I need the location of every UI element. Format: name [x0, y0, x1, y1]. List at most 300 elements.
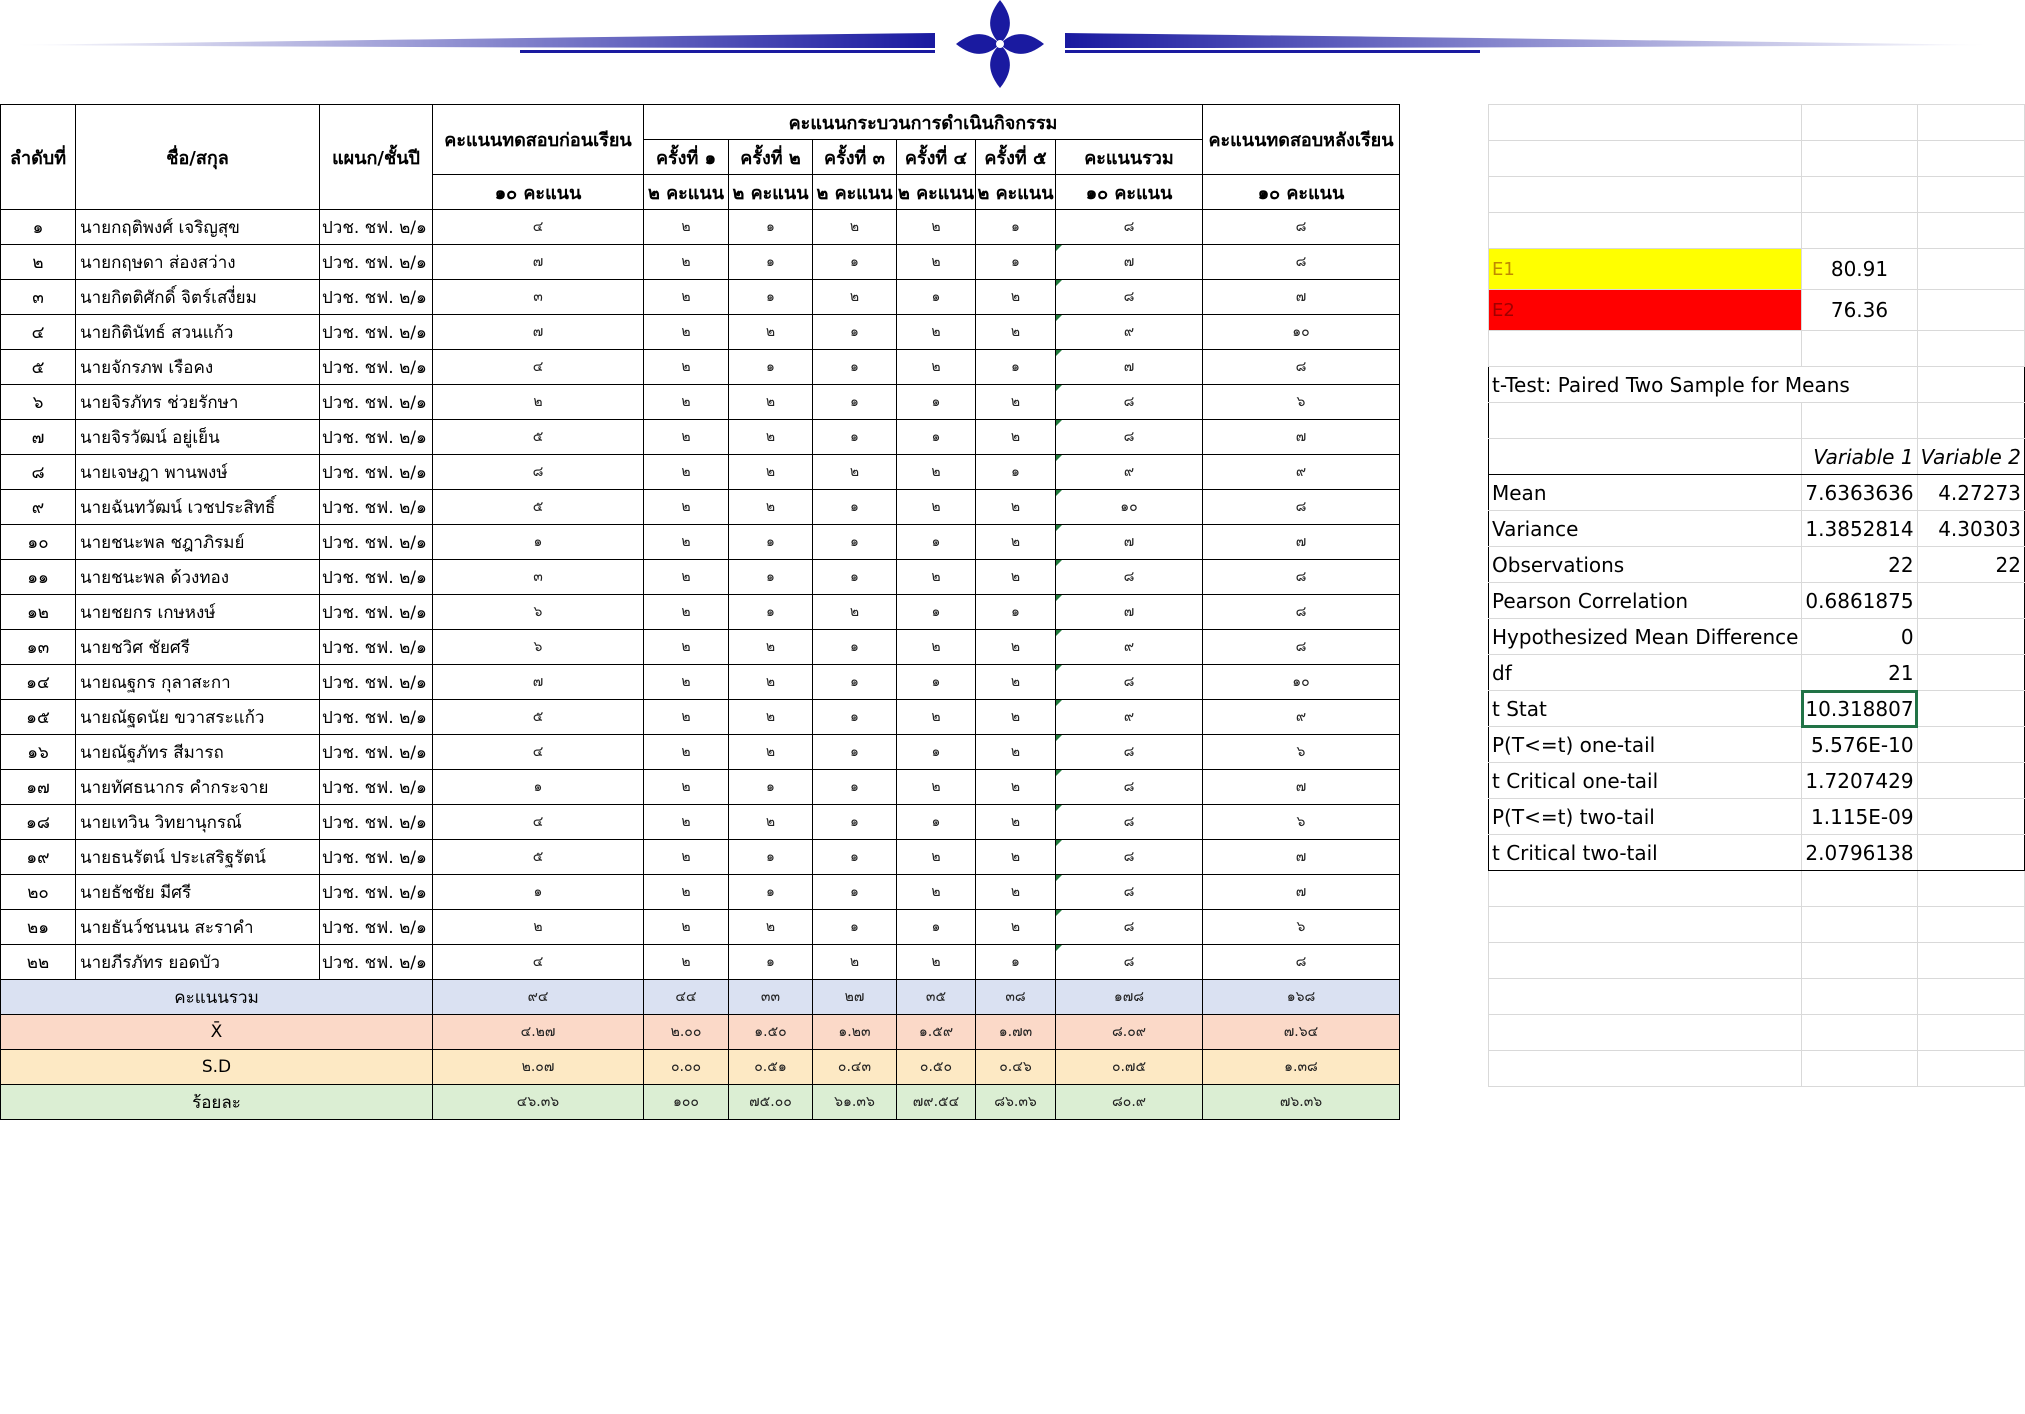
- summary-value[interactable]: ๐.๔๓: [813, 1050, 897, 1085]
- posttest-score[interactable]: ๑๐: [1203, 665, 1400, 700]
- grid-cell[interactable]: [1917, 1015, 2024, 1051]
- round1-score[interactable]: ๒: [644, 910, 729, 945]
- round4-score[interactable]: ๒: [897, 210, 976, 245]
- header-points[interactable]: ๒ คะแนน: [644, 175, 729, 210]
- posttest-score[interactable]: ๗: [1203, 525, 1400, 560]
- student-name[interactable]: นายฉันทวัฒน์ เวชประสิทธิ์: [76, 490, 320, 525]
- round5-score[interactable]: ๒: [976, 770, 1056, 805]
- round5-score[interactable]: ๑: [976, 595, 1056, 630]
- round2-score[interactable]: ๒: [729, 455, 813, 490]
- header-no[interactable]: ลำดับที่: [1, 105, 76, 210]
- ttest-variable2-value[interactable]: [1917, 691, 2024, 727]
- grid-cell[interactable]: [1489, 141, 1802, 177]
- round1-score[interactable]: ๒: [644, 945, 729, 980]
- process-total[interactable]: ๗: [1056, 245, 1203, 280]
- round1-score[interactable]: ๒: [644, 350, 729, 385]
- process-total[interactable]: ๗: [1056, 595, 1203, 630]
- process-total[interactable]: ๘: [1056, 840, 1203, 875]
- student-dept[interactable]: ปวช. ชฟ. ๒/๑: [320, 280, 433, 315]
- round1-score[interactable]: ๒: [644, 875, 729, 910]
- ttest-label[interactable]: t Critical one-tail: [1489, 763, 1802, 799]
- posttest-score[interactable]: ๘: [1203, 490, 1400, 525]
- round1-score[interactable]: ๒: [644, 420, 729, 455]
- round2-score[interactable]: ๑: [729, 770, 813, 805]
- pretest-score[interactable]: ๔: [433, 945, 644, 980]
- grid-cell[interactable]: [1917, 871, 2024, 907]
- row-no[interactable]: ๔: [1, 315, 76, 350]
- ttest-variable1-value[interactable]: 1.7207429: [1802, 763, 1917, 799]
- grid-cell[interactable]: [1917, 213, 2024, 249]
- header-round-3[interactable]: ครั้งที่ ๓: [813, 140, 897, 175]
- summary-label[interactable]: S.D: [1, 1050, 433, 1085]
- ttest-variable2-value[interactable]: [1917, 727, 2024, 763]
- grid-cell[interactable]: [1917, 105, 2024, 141]
- round4-score[interactable]: ๑: [897, 910, 976, 945]
- round3-score[interactable]: ๑: [813, 560, 897, 595]
- round3-score[interactable]: ๑: [813, 840, 897, 875]
- student-dept[interactable]: ปวช. ชฟ. ๒/๑: [320, 665, 433, 700]
- round5-score[interactable]: ๑: [976, 210, 1056, 245]
- process-total[interactable]: ๘: [1056, 280, 1203, 315]
- header-points[interactable]: ๑๐ คะแนน: [433, 175, 644, 210]
- pretest-score[interactable]: ๖: [433, 630, 644, 665]
- round1-score[interactable]: ๒: [644, 735, 729, 770]
- round5-score[interactable]: ๒: [976, 525, 1056, 560]
- student-name[interactable]: นายธัชชัย มีศรี: [76, 875, 320, 910]
- grid-cell[interactable]: [1489, 105, 1802, 141]
- student-dept[interactable]: ปวช. ชฟ. ๒/๑: [320, 595, 433, 630]
- round3-score[interactable]: ๒: [813, 595, 897, 630]
- student-dept[interactable]: ปวช. ชฟ. ๒/๑: [320, 560, 433, 595]
- posttest-score[interactable]: ๘: [1203, 245, 1400, 280]
- ttest-variable2-value[interactable]: [1917, 655, 2024, 691]
- posttest-score[interactable]: ๘: [1203, 945, 1400, 980]
- round4-score[interactable]: ๑: [897, 595, 976, 630]
- summary-value[interactable]: ๘.๐๙: [1056, 1015, 1203, 1050]
- round2-score[interactable]: ๑: [729, 350, 813, 385]
- ttest-variable1-value[interactable]: 0.6861875: [1802, 583, 1917, 619]
- ttest-variable2-value[interactable]: 4.30303: [1917, 511, 2024, 547]
- grid-cell[interactable]: [1917, 943, 2024, 979]
- grid-cell[interactable]: [1802, 213, 1917, 249]
- header-round-2[interactable]: ครั้งที่ ๒: [729, 140, 813, 175]
- round2-score[interactable]: ๒: [729, 735, 813, 770]
- grid-cell[interactable]: [1489, 1015, 1802, 1051]
- row-no[interactable]: ๑๗: [1, 770, 76, 805]
- grid-cell[interactable]: [1489, 331, 1802, 367]
- round3-score[interactable]: ๑: [813, 315, 897, 350]
- ttest-variable2-value[interactable]: [1917, 763, 2024, 799]
- student-name[interactable]: นายณัฐดนัย ขวาสระแก้ว: [76, 700, 320, 735]
- summary-value[interactable]: ๔๖.๓๖: [433, 1085, 644, 1120]
- header-pretest[interactable]: คะแนนทดสอบก่อนเรียน: [433, 105, 644, 175]
- round4-score[interactable]: ๒: [897, 245, 976, 280]
- process-total[interactable]: ๙: [1056, 630, 1203, 665]
- round2-score[interactable]: ๒: [729, 315, 813, 350]
- ttest-variable1-value[interactable]: 1.115E-09: [1802, 799, 1917, 835]
- ttest-variable2-header[interactable]: Variable 2: [1917, 439, 2024, 475]
- round1-score[interactable]: ๒: [644, 840, 729, 875]
- round2-score[interactable]: ๒: [729, 630, 813, 665]
- round3-score[interactable]: ๒: [813, 455, 897, 490]
- round1-score[interactable]: ๒: [644, 700, 729, 735]
- header-round-1[interactable]: ครั้งที่ ๑: [644, 140, 729, 175]
- header-dept[interactable]: แผนก/ชั้นปี: [320, 105, 433, 210]
- round3-score[interactable]: ๑: [813, 490, 897, 525]
- posttest-score[interactable]: ๑๐: [1203, 315, 1400, 350]
- ttest-variable1-value[interactable]: 5.576E-10: [1802, 727, 1917, 763]
- summary-value[interactable]: ๖๑.๓๖: [813, 1085, 897, 1120]
- student-name[interactable]: นายชนะพล ชฎาภิรมย์: [76, 525, 320, 560]
- round1-score[interactable]: ๒: [644, 455, 729, 490]
- round2-score[interactable]: ๑: [729, 595, 813, 630]
- round5-score[interactable]: ๒: [976, 420, 1056, 455]
- header-round-5[interactable]: ครั้งที่ ๕: [976, 140, 1056, 175]
- posttest-score[interactable]: ๖: [1203, 805, 1400, 840]
- student-name[interactable]: นายณัฐภัทร สีมารถ: [76, 735, 320, 770]
- posttest-score[interactable]: ๖: [1203, 735, 1400, 770]
- student-dept[interactable]: ปวช. ชฟ. ๒/๑: [320, 840, 433, 875]
- round4-score[interactable]: ๑: [897, 385, 976, 420]
- round1-score[interactable]: ๒: [644, 560, 729, 595]
- round1-score[interactable]: ๒: [644, 490, 729, 525]
- round4-score[interactable]: ๑: [897, 280, 976, 315]
- grid-cell[interactable]: [1917, 177, 2024, 213]
- summary-value[interactable]: ๐.๐๐: [644, 1050, 729, 1085]
- summary-value[interactable]: ๗๕.๐๐: [729, 1085, 813, 1120]
- student-dept[interactable]: ปวช. ชฟ. ๒/๑: [320, 315, 433, 350]
- summary-value[interactable]: ๑.๕๐: [729, 1015, 813, 1050]
- student-dept[interactable]: ปวช. ชฟ. ๒/๑: [320, 630, 433, 665]
- header-points[interactable]: ๑๐ คะแนน: [1203, 175, 1400, 210]
- summary-value[interactable]: ๒.๐๐: [644, 1015, 729, 1050]
- round2-score[interactable]: ๒: [729, 665, 813, 700]
- student-name[interactable]: นายเทวิน วิทยานุกรณ์: [76, 805, 320, 840]
- summary-value[interactable]: ๐.๗๕: [1056, 1050, 1203, 1085]
- round5-score[interactable]: ๑: [976, 455, 1056, 490]
- student-name[interactable]: นายชนะพล ด้วงทอง: [76, 560, 320, 595]
- posttest-score[interactable]: ๗: [1203, 770, 1400, 805]
- row-no[interactable]: ๑๕: [1, 700, 76, 735]
- round3-score[interactable]: ๑: [813, 910, 897, 945]
- row-no[interactable]: ๑๘: [1, 805, 76, 840]
- ttest-label[interactable]: t Stat: [1489, 691, 1802, 727]
- round3-score[interactable]: ๒: [813, 280, 897, 315]
- round3-score[interactable]: ๒: [813, 945, 897, 980]
- posttest-score[interactable]: ๖: [1203, 910, 1400, 945]
- round5-score[interactable]: ๒: [976, 735, 1056, 770]
- round4-score[interactable]: ๑: [897, 665, 976, 700]
- posttest-score[interactable]: ๙: [1203, 455, 1400, 490]
- round4-score[interactable]: ๒: [897, 840, 976, 875]
- student-dept[interactable]: ปวช. ชฟ. ๒/๑: [320, 525, 433, 560]
- grid-cell[interactable]: [1489, 213, 1802, 249]
- header-round-4[interactable]: ครั้งที่ ๔: [897, 140, 976, 175]
- process-total[interactable]: ๑๐: [1056, 490, 1203, 525]
- student-dept[interactable]: ปวช. ชฟ. ๒/๑: [320, 735, 433, 770]
- ttest-title[interactable]: t-Test: Paired Two Sample for Means: [1489, 367, 1918, 403]
- round3-score[interactable]: ๒: [813, 210, 897, 245]
- round3-score[interactable]: ๑: [813, 875, 897, 910]
- grid-cell[interactable]: [1917, 907, 2024, 943]
- process-total[interactable]: ๘: [1056, 805, 1203, 840]
- round5-score[interactable]: ๑: [976, 945, 1056, 980]
- round3-score[interactable]: ๑: [813, 805, 897, 840]
- posttest-score[interactable]: ๗: [1203, 280, 1400, 315]
- header-process[interactable]: คะแนนกระบวนการดำเนินกิจกรรม: [644, 105, 1203, 140]
- round2-score[interactable]: ๒: [729, 490, 813, 525]
- grid-cell[interactable]: [1489, 439, 1802, 475]
- round4-score[interactable]: ๒: [897, 455, 976, 490]
- row-no[interactable]: ๗: [1, 420, 76, 455]
- row-no[interactable]: ๙: [1, 490, 76, 525]
- round4-score[interactable]: ๑: [897, 420, 976, 455]
- ttest-variable1-value[interactable]: 7.6363636: [1802, 475, 1917, 511]
- pretest-score[interactable]: ๕: [433, 490, 644, 525]
- summary-value[interactable]: ๒.๐๗: [433, 1050, 644, 1085]
- posttest-score[interactable]: ๗: [1203, 840, 1400, 875]
- grid-cell[interactable]: [1917, 249, 2024, 290]
- row-no[interactable]: ๑๐: [1, 525, 76, 560]
- grid-cell[interactable]: [1917, 331, 2024, 367]
- pretest-score[interactable]: ๗: [433, 665, 644, 700]
- header-points[interactable]: ๑๐ คะแนน: [1056, 175, 1203, 210]
- student-dept[interactable]: ปวช. ชฟ. ๒/๑: [320, 420, 433, 455]
- student-name[interactable]: นายชยกร เกษหงษ์: [76, 595, 320, 630]
- grid-cell[interactable]: [1917, 367, 2024, 403]
- grid-cell[interactable]: [1917, 1051, 2024, 1087]
- e2-label-cell[interactable]: E2: [1489, 290, 1802, 331]
- ttest-label[interactable]: Variance: [1489, 511, 1802, 547]
- round1-score[interactable]: ๒: [644, 385, 729, 420]
- summary-value[interactable]: ๔๔: [644, 980, 729, 1015]
- posttest-score[interactable]: ๗: [1203, 875, 1400, 910]
- process-total[interactable]: ๗: [1056, 525, 1203, 560]
- header-name[interactable]: ชื่อ/สกุล: [76, 105, 320, 210]
- summary-value[interactable]: ๑.๓๘: [1203, 1050, 1400, 1085]
- header-points[interactable]: ๒ คะแนน: [729, 175, 813, 210]
- ttest-variable2-value[interactable]: [1917, 583, 2024, 619]
- grid-cell[interactable]: [1917, 141, 2024, 177]
- round5-score[interactable]: ๒: [976, 560, 1056, 595]
- round4-score[interactable]: ๒: [897, 630, 976, 665]
- ttest-variable1-value[interactable]: 0: [1802, 619, 1917, 655]
- student-name[interactable]: นายจิรวัฒน์ อยู่เย็น: [76, 420, 320, 455]
- pretest-score[interactable]: ๗: [433, 315, 644, 350]
- summary-value[interactable]: ๒๗: [813, 980, 897, 1015]
- posttest-score[interactable]: ๘: [1203, 630, 1400, 665]
- round4-score[interactable]: ๑: [897, 805, 976, 840]
- grid-cell[interactable]: [1802, 105, 1917, 141]
- grid-cell[interactable]: [1489, 403, 1802, 439]
- posttest-score[interactable]: ๙: [1203, 700, 1400, 735]
- row-no[interactable]: ๑๔: [1, 665, 76, 700]
- summary-value[interactable]: ๑๗๘: [1056, 980, 1203, 1015]
- student-dept[interactable]: ปวช. ชฟ. ๒/๑: [320, 385, 433, 420]
- pretest-score[interactable]: ๕: [433, 420, 644, 455]
- summary-value[interactable]: ๓๘: [976, 980, 1056, 1015]
- ttest-variable2-value[interactable]: [1917, 799, 2024, 835]
- ttest-label[interactable]: Hypothesized Mean Difference: [1489, 619, 1802, 655]
- student-dept[interactable]: ปวช. ชฟ. ๒/๑: [320, 350, 433, 385]
- round2-score[interactable]: ๒: [729, 700, 813, 735]
- grid-cell[interactable]: [1489, 907, 1802, 943]
- round4-score[interactable]: ๒: [897, 945, 976, 980]
- row-no[interactable]: ๓: [1, 280, 76, 315]
- round1-score[interactable]: ๒: [644, 805, 729, 840]
- row-no[interactable]: ๕: [1, 350, 76, 385]
- round5-score[interactable]: ๑: [976, 245, 1056, 280]
- student-name[interactable]: นายธันว์ชนนน สะราคำ: [76, 910, 320, 945]
- round4-score[interactable]: ๒: [897, 875, 976, 910]
- round5-score[interactable]: ๒: [976, 700, 1056, 735]
- round3-score[interactable]: ๑: [813, 245, 897, 280]
- grid-cell[interactable]: [1489, 979, 1802, 1015]
- grid-cell[interactable]: [1802, 979, 1917, 1015]
- summary-value[interactable]: ๗๖.๓๖: [1203, 1085, 1400, 1120]
- student-name[interactable]: นายธนรัตน์ ประเสริฐรัตน์: [76, 840, 320, 875]
- ttest-label[interactable]: df: [1489, 655, 1802, 691]
- round2-score[interactable]: ๑: [729, 280, 813, 315]
- grid-cell[interactable]: [1917, 979, 2024, 1015]
- pretest-score[interactable]: ๒: [433, 385, 644, 420]
- round1-score[interactable]: ๒: [644, 770, 729, 805]
- round3-score[interactable]: ๑: [813, 350, 897, 385]
- process-total[interactable]: ๘: [1056, 875, 1203, 910]
- round5-score[interactable]: ๒: [976, 665, 1056, 700]
- grid-cell[interactable]: [1802, 871, 1917, 907]
- round1-score[interactable]: ๒: [644, 595, 729, 630]
- row-no[interactable]: ๑๙: [1, 840, 76, 875]
- student-name[interactable]: นายชวิศ ชัยศรี: [76, 630, 320, 665]
- posttest-score[interactable]: ๘: [1203, 350, 1400, 385]
- pretest-score[interactable]: ๘: [433, 455, 644, 490]
- round3-score[interactable]: ๑: [813, 525, 897, 560]
- student-dept[interactable]: ปวช. ชฟ. ๒/๑: [320, 805, 433, 840]
- round2-score[interactable]: ๒: [729, 420, 813, 455]
- round5-score[interactable]: ๒: [976, 840, 1056, 875]
- ttest-variable2-value[interactable]: 22: [1917, 547, 2024, 583]
- e1-value-cell[interactable]: 80.91: [1802, 249, 1917, 290]
- pretest-score[interactable]: ๓: [433, 280, 644, 315]
- e2-value-cell[interactable]: 76.36: [1802, 290, 1917, 331]
- grid-cell[interactable]: [1917, 403, 2024, 439]
- summary-value[interactable]: ๑.๗๓: [976, 1015, 1056, 1050]
- round5-score[interactable]: ๒: [976, 315, 1056, 350]
- posttest-score[interactable]: ๗: [1203, 420, 1400, 455]
- round1-score[interactable]: ๒: [644, 525, 729, 560]
- ttest-variable1-value[interactable]: 10.318807: [1802, 691, 1917, 727]
- student-dept[interactable]: ปวช. ชฟ. ๒/๑: [320, 245, 433, 280]
- round1-score[interactable]: ๒: [644, 315, 729, 350]
- student-name[interactable]: นายเจษฎา พานพงษ์: [76, 455, 320, 490]
- round4-score[interactable]: ๑: [897, 735, 976, 770]
- summary-value[interactable]: ๘๐.๙: [1056, 1085, 1203, 1120]
- summary-value[interactable]: ๘๖.๓๖: [976, 1085, 1056, 1120]
- student-dept[interactable]: ปวช. ชฟ. ๒/๑: [320, 910, 433, 945]
- student-name[interactable]: นายกิตินัทธ์ สวนแก้ว: [76, 315, 320, 350]
- round3-score[interactable]: ๑: [813, 665, 897, 700]
- pretest-score[interactable]: ๔: [433, 735, 644, 770]
- round5-score[interactable]: ๒: [976, 385, 1056, 420]
- pretest-score[interactable]: ๑: [433, 525, 644, 560]
- grid-cell[interactable]: [1802, 331, 1917, 367]
- summary-value[interactable]: ๑.๕๙: [897, 1015, 976, 1050]
- process-total[interactable]: ๙: [1056, 455, 1203, 490]
- process-total[interactable]: ๗: [1056, 350, 1203, 385]
- grid-cell[interactable]: [1802, 1015, 1917, 1051]
- round2-score[interactable]: ๑: [729, 560, 813, 595]
- grid-cell[interactable]: [1489, 943, 1802, 979]
- ttest-label[interactable]: t Critical two-tail: [1489, 835, 1802, 871]
- round3-score[interactable]: ๑: [813, 630, 897, 665]
- summary-value[interactable]: ๐.๕๑: [729, 1050, 813, 1085]
- student-name[interactable]: นายภีรภัทร ยอดบัว: [76, 945, 320, 980]
- process-total[interactable]: ๙: [1056, 700, 1203, 735]
- round2-score[interactable]: ๑: [729, 945, 813, 980]
- e1-label-cell[interactable]: E1: [1489, 249, 1802, 290]
- pretest-score[interactable]: ๒: [433, 910, 644, 945]
- ttest-label[interactable]: P(T<=t) two-tail: [1489, 799, 1802, 835]
- round4-score[interactable]: ๒: [897, 770, 976, 805]
- student-dept[interactable]: ปวช. ชฟ. ๒/๑: [320, 945, 433, 980]
- summary-label[interactable]: X̄: [1, 1015, 433, 1050]
- summary-label[interactable]: ร้อยละ: [1, 1085, 433, 1120]
- summary-value[interactable]: ๔.๒๗: [433, 1015, 644, 1050]
- student-dept[interactable]: ปวช. ชฟ. ๒/๑: [320, 210, 433, 245]
- student-name[interactable]: นายจิรภัทร ช่วยรักษา: [76, 385, 320, 420]
- row-no[interactable]: ๒๐: [1, 875, 76, 910]
- pretest-score[interactable]: ๖: [433, 595, 644, 630]
- grid-cell[interactable]: [1489, 871, 1802, 907]
- summary-value[interactable]: ๓๓: [729, 980, 813, 1015]
- grid-cell[interactable]: [1489, 177, 1802, 213]
- round4-score[interactable]: ๒: [897, 700, 976, 735]
- student-dept[interactable]: ปวช. ชฟ. ๒/๑: [320, 490, 433, 525]
- header-points[interactable]: ๒ คะแนน: [897, 175, 976, 210]
- ttest-label[interactable]: Observations: [1489, 547, 1802, 583]
- round1-score[interactable]: ๒: [644, 245, 729, 280]
- row-no[interactable]: ๒๑: [1, 910, 76, 945]
- ttest-label[interactable]: Mean: [1489, 475, 1802, 511]
- round1-score[interactable]: ๒: [644, 280, 729, 315]
- student-dept[interactable]: ปวช. ชฟ. ๒/๑: [320, 455, 433, 490]
- student-dept[interactable]: ปวช. ชฟ. ๒/๑: [320, 770, 433, 805]
- round3-score[interactable]: ๑: [813, 770, 897, 805]
- student-name[interactable]: นายกฤษดา ส่องสว่าง: [76, 245, 320, 280]
- grid-cell[interactable]: [1802, 403, 1917, 439]
- round2-score[interactable]: ๑: [729, 840, 813, 875]
- round5-score[interactable]: ๒: [976, 280, 1056, 315]
- ttest-variable1-value[interactable]: 22: [1802, 547, 1917, 583]
- row-no[interactable]: ๒: [1, 245, 76, 280]
- student-name[interactable]: นายณฐกร กุลาสะกา: [76, 665, 320, 700]
- grid-cell[interactable]: [1802, 141, 1917, 177]
- summary-value[interactable]: ๑๐๐: [644, 1085, 729, 1120]
- round5-score[interactable]: ๒: [976, 805, 1056, 840]
- summary-value[interactable]: ๑.๒๓: [813, 1015, 897, 1050]
- ttest-variable2-value[interactable]: [1917, 835, 2024, 871]
- ttest-variable2-value[interactable]: 4.27273: [1917, 475, 2024, 511]
- process-total[interactable]: ๘: [1056, 910, 1203, 945]
- student-dept[interactable]: ปวช. ชฟ. ๒/๑: [320, 875, 433, 910]
- round5-score[interactable]: ๒: [976, 630, 1056, 665]
- posttest-score[interactable]: ๘: [1203, 210, 1400, 245]
- row-no[interactable]: ๑๖: [1, 735, 76, 770]
- grid-cell[interactable]: [1489, 1051, 1802, 1087]
- round2-score[interactable]: ๑: [729, 245, 813, 280]
- round2-score[interactable]: ๒: [729, 805, 813, 840]
